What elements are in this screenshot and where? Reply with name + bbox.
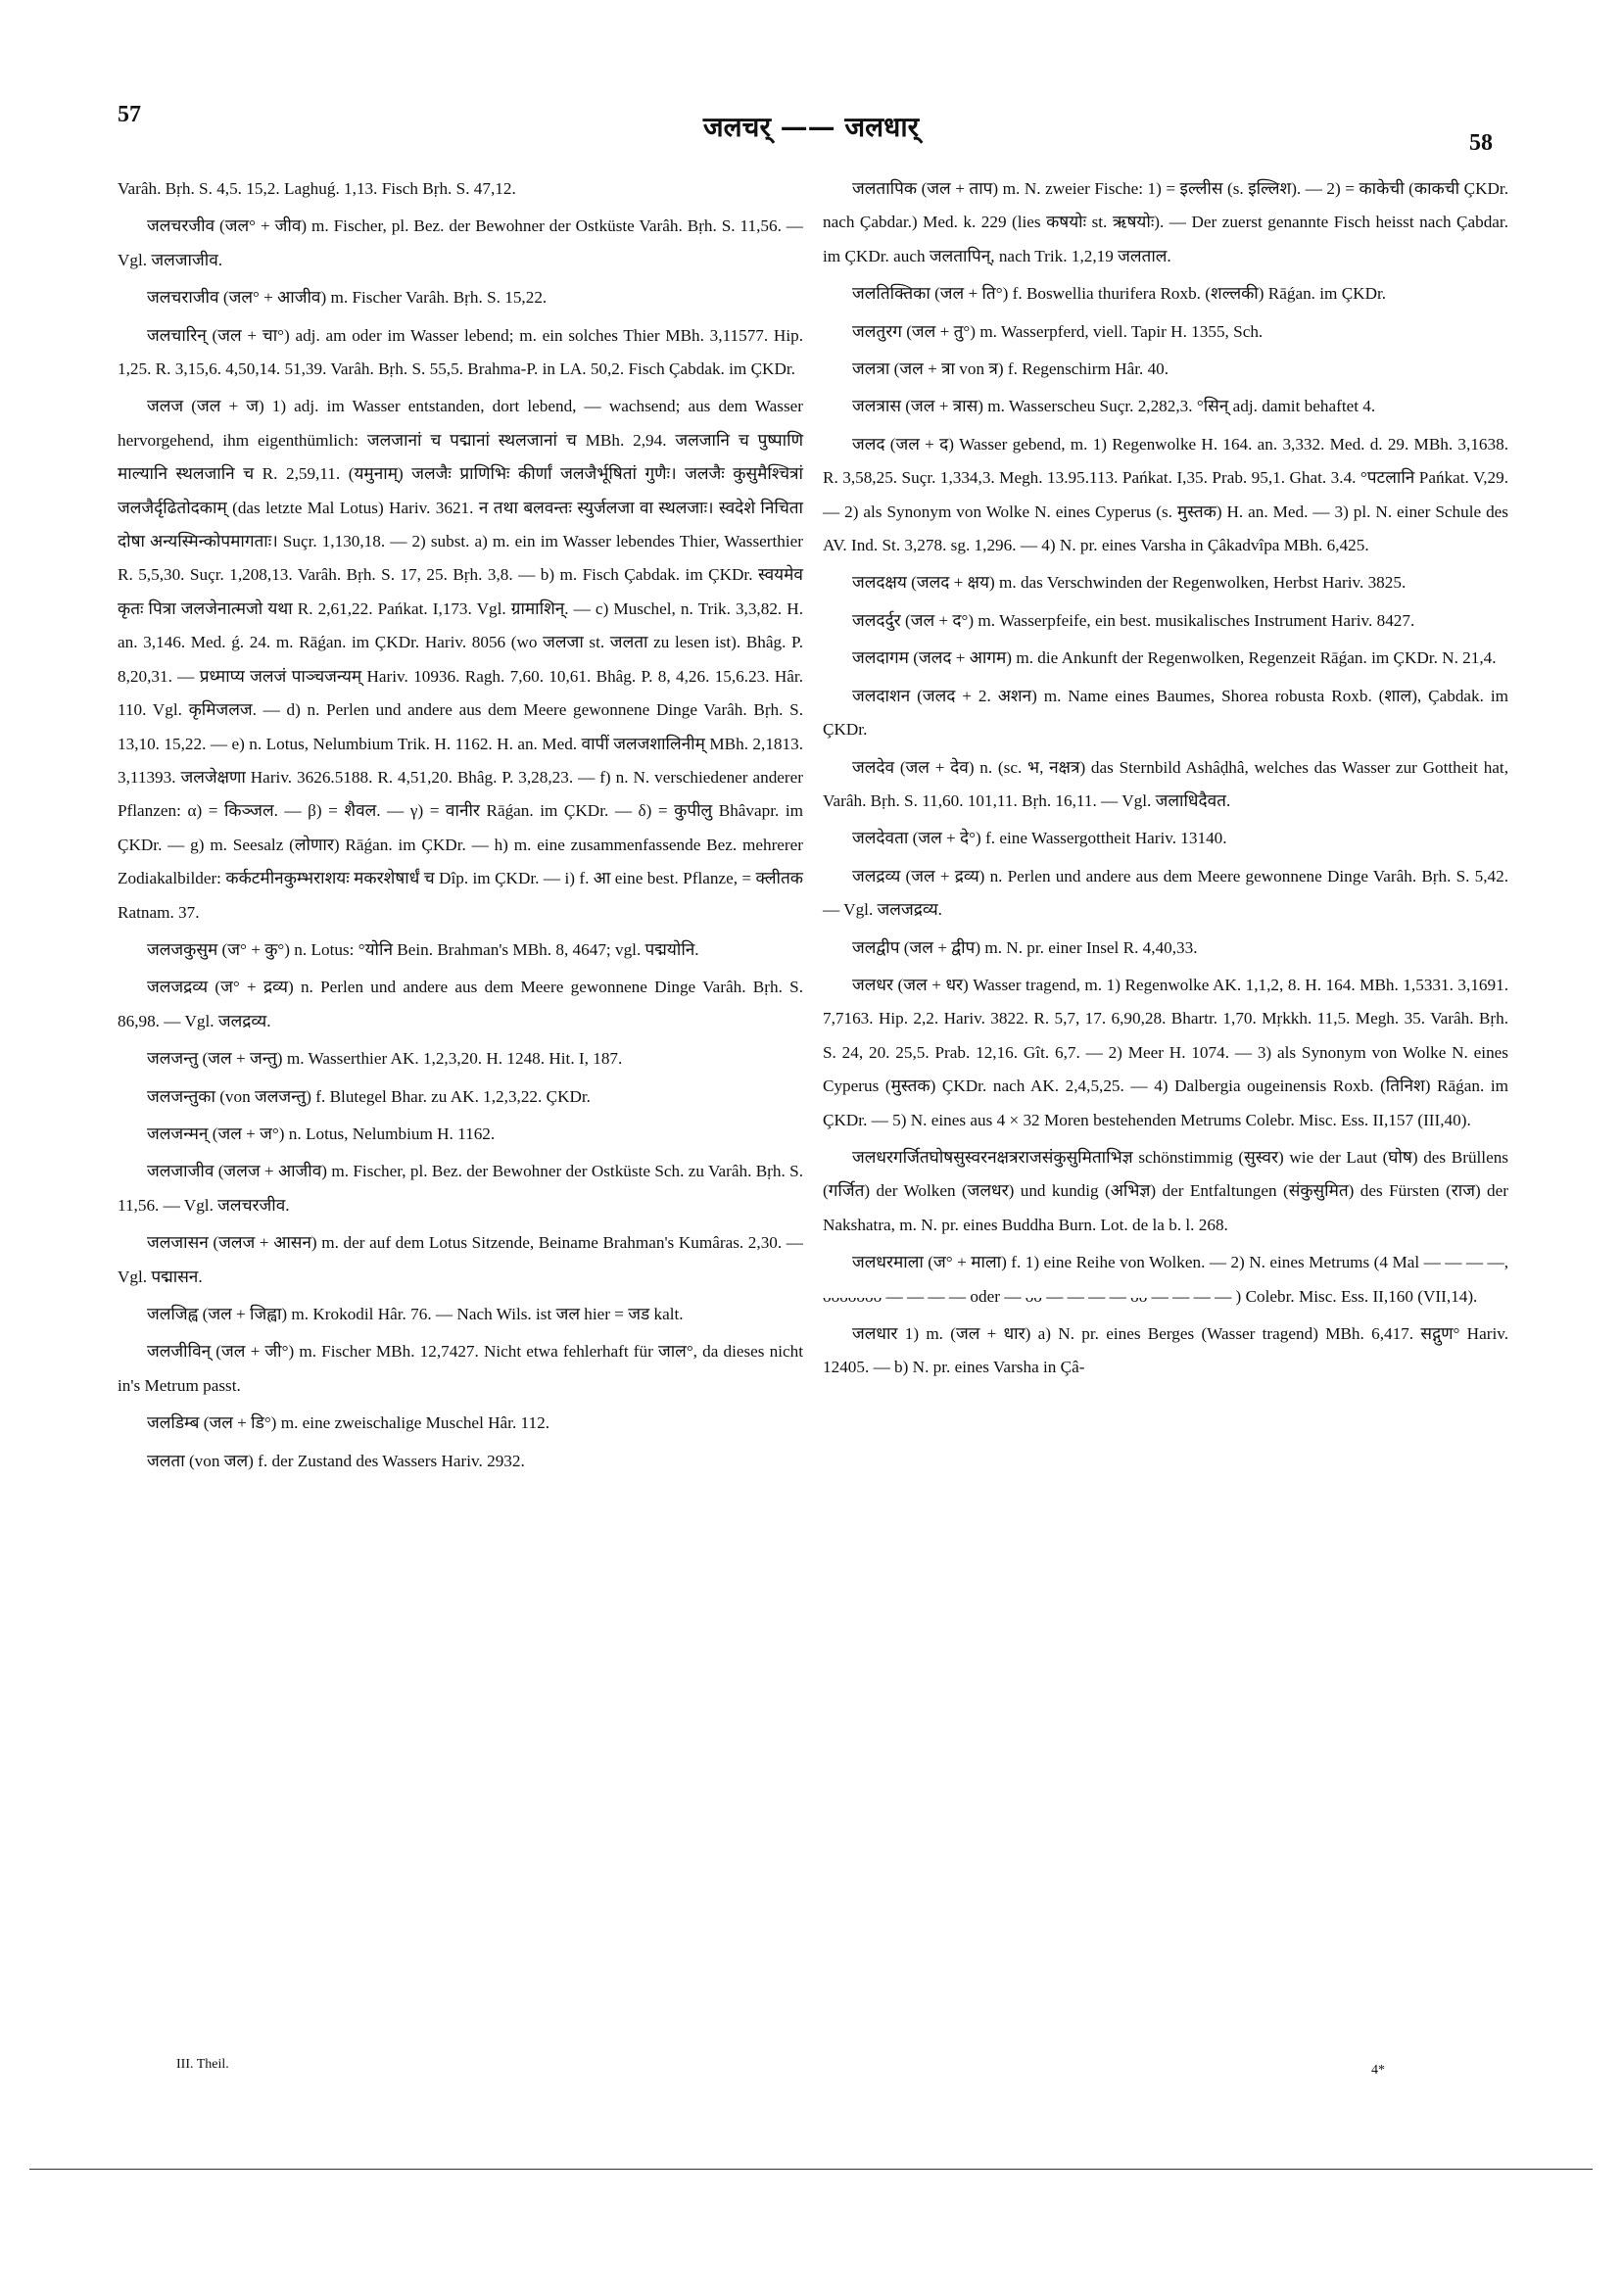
- dictionary-entry: जलजन्मन् (जल + ज°) n. Lotus, Nelumbium H. 1162.: [147, 1124, 496, 1143]
- dictionary-entry: जलचारिन् (जल + चा°) adj. am oder im Wasser lebend; m. ein solches Thier MBh. 3,11577. Hip. 1,25. R. 3,15,6. 4,50,14. 51,39. Varâh. Bṛh. S. 55,5. Brahma-P. in LA. 50,2. Fisch Çabdak. im ÇKDr.: [118, 325, 803, 379]
- dictionary-entry: जलजीविन् (जल + जी°) m. Fischer MBh. 12,7427. Nicht etwa fehlerhaft für जाल°, da dieses nicht in's Metrum passt.: [118, 1342, 803, 1395]
- dictionary-entry: जलदेवता (जल + दे°) f. eine Wassergottheit Hariv. 13140.: [852, 829, 1227, 848]
- left-column: [118, 172, 803, 1482]
- dictionary-entry: जलधर (जल + धर) Wasser tragend, m. 1) Regenwolke AK. 1,1,2, 8. H. 164. MBh. 1,5331. 3,1691. 7,7163. Hip. 2,2. Hariv. 3822. R. 5,7, 17. 6,90,28. Bhartr. 1,70. Mṛkkh. 11,5. Megh. 35. Varâh. Bṛh. S. 24, 20. 25,5. Prab. 12,16. Gît. 6,7. — 2) Meer H. 1074. — 3) als Synonym von Wolke N. eines Cyperus (मुस्तक) ÇKDr. nach AK. 2,4,5,25. — 4) Dalbergia ougeinensis Roxb. (तिनिश) Rāǵan. im ÇKDr. — 5) N. eines aus 4 × 32 Moren bestehenden Metrums Colebr. Misc. Ess. II,157 (III,40).: [823, 975, 1508, 1129]
- page-number-right: 58: [1469, 130, 1493, 156]
- dictionary-entry: जलचरजीव (जल° + जीव) m. Fischer, pl. Bez. der Bewohner der Ostküste Varâh. Bṛh. S. 11,56. — Vgl. जलजाजीव.: [118, 216, 803, 269]
- dictionary-entry: जलज (जल + ज) 1) adj. im Wasser entstanden, dort lebend, — wachsend; aus dem Wasser hervorgehend, ihm eigenthümlich: जलजानां च पद्मानां स्थलजानां च MBh. 2,94. जलजानि च पुष्पाणि माल्यानि स्थलजानि च R. 2,59,11. (यमुनाम्) जलजैः प्राणिभिः कीर्णां जलजैर्भूषितां गुणैः। जलजैः कुसुमैश्चित्रां जलजैर्दृढितोदकाम् (das letzte Mal Lotus) Hariv. 3621. न तथा बलवन्तः स्युर्जलजा वा स्थलजाः। स्वदेशे निचिता दोषा अन्यस्मिन्कोपमागताः। Suçr. 1,130,18. — 2) subst. a) m. ein im Wasser lebendes Thier, Wasserthier R. 5,5,30. Suçr. 1,208,13. Varâh. Bṛh. S. 17, 25. Bṛh. 3,8. — b) m. Fisch Çabdak. im ÇKDr. स्वयमेव कृतः पित्रा जलजेनात्मजो यथा R. 2,61,22. Pańkat. I,173. Vgl. ग्रामाशिन्. — c) Muschel, n. Trik. 3,3,82. H. an. 3,146. Med. ǵ. 24. m. Rāǵan. im ÇKDr. Hariv. 8056 (wo जलजा st. जलता zu lesen ist). Bhâg. P. 8,20,31. — प्रध्माप्य जलजं पाञ्चजन्यम् Hariv. 10936. Ragh. 7,60. 10,61. Bhâg. P. 8, 4,26. 15,6.23. Hâr. 110. Vgl. कृमिजलज. — d) n. Perlen und andere aus dem Meere gewonnene Dinge Varâh. Bṛh. S. 13,10. 15,22. — e) n. Lotus, Nelumbium Trik. H. 1162. H. an. Med. वापीं जलजशालिनीम् MBh. 2,1813. 3,11393. जलजेक्षणा Hariv. 3626.5188. R. 4,51,20. Bhâg. P. 3,28,23. — f) n. N. verschiedener anderer Pflanzen: α) = किञ्जल. — β) = शैवल. — γ) = वानीर Rāǵan. im ÇKDr. — δ) = कुपीलु Bhâvapr. im ÇKDr. — g) m. Seesalz (लोणार) Rāǵan. im ÇKDr. — h) m. eine zusammenfassende Bez. mehrerer Zodiakalbilder: कर्कटमीनकुम्भराशयः मकरशेषार्धं च Dîp. im ÇKDr. — i) f. आ eine best. Pflanze, = क्लीतक Ratnam. 37.: [118, 397, 803, 922]
- dictionary-entry: जलद्रव्य (जल + द्रव्य) n. Perlen und andere aus dem Meere gewonnene Dinge Varâh. Bṛh. S. 5,42. — Vgl. जलजद्रव्य.: [823, 866, 1508, 920]
- dictionary-entry: जलता (von जल) f. der Zustand des Wassers Hariv. 2932.: [147, 1451, 525, 1470]
- sheet-signature: III. Theil.: [176, 2057, 229, 2072]
- bottom-rule: [29, 2169, 1593, 2170]
- dictionary-entry: जलदाशन (जलद + 2. अशन) m. Name eines Baumes, Shorea robusta Roxb. (शाल), Çabdak. im ÇKDr.: [823, 686, 1508, 740]
- dictionary-entry: जलदक्षय (जलद + क्षय) m. das Verschwinden der Regenwolken, Herbst Hariv. 3825.: [852, 573, 1407, 593]
- dictionary-entry: जलधार 1) m. (जल + धार) a) N. pr. eines Berges (Wasser tragend) MBh. 6,417. सद्गुण° Hariv. 12405. — b) N. pr. eines Varsha in Çâ-: [823, 1324, 1508, 1377]
- dictionary-entry: जलदेव (जल + देव) n. (sc. भ, नक्षत्र) das Sternbild Ashâḍhâ, welches das Wasser zur Gottheit hat, Varâh. Bṛh. S. 11,60. 101,11. Bṛh. 16,11. — Vgl. जलाधिदैवत.: [823, 757, 1508, 810]
- dictionary-entry: जलत्रास (जल + त्रास) m. Wasserscheu Suçr. 2,282,3. °सिन् adj. damit behaftet 4.: [852, 397, 1376, 416]
- dictionary-entry: जलतापिक (जल + ताप) m. N. zweier Fische: 1) = इल्लीस (s. इल्लिश). — 2) = काकेची (काकची ÇKDr. nach Çabdar.) Med. k. 229 (lies कषयोः st. ऋषयोः). — Der zuerst genannte Fisch heisst nach Çabdar. im ÇKDr. auch जलतापिन्, nach Trik. 1,2,19 जलताल.: [823, 179, 1508, 265]
- dictionary-entry: जलजन्तुका (von जलजन्तु) f. Blutegel Bhar. zu AK. 1,2,3,22. ÇKDr.: [147, 1086, 591, 1106]
- running-header: जलचर् —— जलधार्: [702, 111, 920, 143]
- dictionary-entry: जलदागम (जलद + आगम) m. die Ankunft der Regenwolken, Regenzeit Rāǵan. im ÇKDr. N. 21,4.: [852, 648, 1497, 668]
- dictionary-entry: जलत्रा (जल + त्रा von त्र) f. Regenschirm Hâr. 40.: [852, 359, 1169, 379]
- dictionary-entry: जलजासन (जलज + आसन) m. der auf dem Lotus Sitzende, Beiname Brahman's Kumâras. 2,30. — Vgl. पद्मासन.: [118, 1233, 803, 1286]
- dictionary-entry: जलजकुसुम (ज° + कु°) n. Lotus: °योनि Bein. Brahman's MBh. 8, 4647; vgl. पद्मयोनि.: [147, 939, 699, 959]
- dictionary-entry: जलजन्तु (जल + जन्तु) m. Wasserthier AK. 1,2,3,20. H. 1248. Hit. I, 187.: [147, 1049, 623, 1069]
- dictionary-entry: जलजद्रव्य (ज° + द्रव्य) n. Perlen und andere aus dem Meere gewonnene Dinge Varâh. Bṛh. S. 86,98. — Vgl. जलद्रव्य.: [118, 978, 803, 1030]
- dictionary-entry: जलतुरग (जल + तु°) m. Wasserpferd, viell. Tapir H. 1355, Sch.: [852, 321, 1264, 341]
- dictionary-entry: जलधरमाला (ज° + माला) f. 1) eine Reihe von Wolken. — 2) N. eines Metrums (4 Mal — — — —, ᴗᴗᴗᴗᴗᴗᴗ — — — — oder — ᴗᴗ — — — — ᴗᴗ — — — — ) Colebr. Misc. Ess. II,160 (VII,14).: [823, 1253, 1508, 1306]
- dictionary-entry: जलद (जल + द) Wasser gebend, m. 1) Regenwolke H. 164. an. 3,332. Med. d. 29. MBh. 3,1638. R. 3,58,25. Suçr. 1,334,3. Megh. 13.95.113. Pańkat. I,35. Prab. 95,1. Ghat. 3.4. °पटलानि Pańkat. V,29. — 2) als Synonym von Wolke N. eines Cyperus (s. मुस्तक) H. an. Med. — 3) pl. N. einer Schule des AV. Ind. St. 3,278. sg. 1,296. — 4) N. pr. eines Varsha in Çâkadvîpa MBh. 6,425.: [823, 434, 1508, 555]
- dictionary-entry: जलजिह्व (जल + जिह्वा) m. Krokodil Hâr. 76. — Nach Wils. ist जल hier = जड kalt.: [147, 1305, 684, 1323]
- dictionary-entry: जलचराजीव (जल° + आजीव) m. Fischer Varâh. Bṛh. S. 15,22.: [147, 288, 548, 308]
- sheet-number: 4*: [1371, 2063, 1385, 2078]
- dictionary-entry: जलद्वीप (जल + द्वीप) m. N. pr. einer Insel R. 4,40,33.: [852, 937, 1198, 957]
- page-number-left: 57: [118, 102, 141, 127]
- dictionary-entry: Varâh. Bṛh. S. 4,5. 15,2. Laghuǵ. 1,13. Fisch Bṛh. S. 47,12.: [118, 179, 516, 198]
- dictionary-entry: जलदर्दुर (जल + द°) m. Wasserpfeife, ein best. musikalisches Instrument Hariv. 8427.: [852, 610, 1415, 630]
- dictionary-entry: जलधरगर्जितघोषसुस्वरनक्षत्रराजसंकुसुमिताभिज्ञ schönstimmig (सुस्वर) wie der Laut (घोष) des Brüllens (गर्जित) der Wolken (जलधर) und kundig (अभिज्ञ) der Entfaltungen (संकुसुमित) des Fürsten (राज) der Nakshatra, m. N. pr. eines Buddha Burn. Lot. de la b. l. 268.: [823, 1147, 1508, 1234]
- dictionary-entry: जलतिक्तिका (जल + ति°) f. Boswellia thurifera Roxb. (शल्लकी) Rāǵan. im ÇKDr.: [852, 284, 1387, 304]
- right-column: [823, 172, 1508, 1389]
- dictionary-entry: जलडिम्ब (जल + डि°) m. eine zweischalige Muschel Hâr. 112.: [147, 1413, 549, 1433]
- dictionary-entry: जलजाजीव (जलज + आजीव) m. Fischer, pl. Bez. der Bewohner der Ostküste Sch. zu Varâh. Bṛh. S. 11,56. — Vgl. जलचरजीव.: [118, 1162, 803, 1215]
